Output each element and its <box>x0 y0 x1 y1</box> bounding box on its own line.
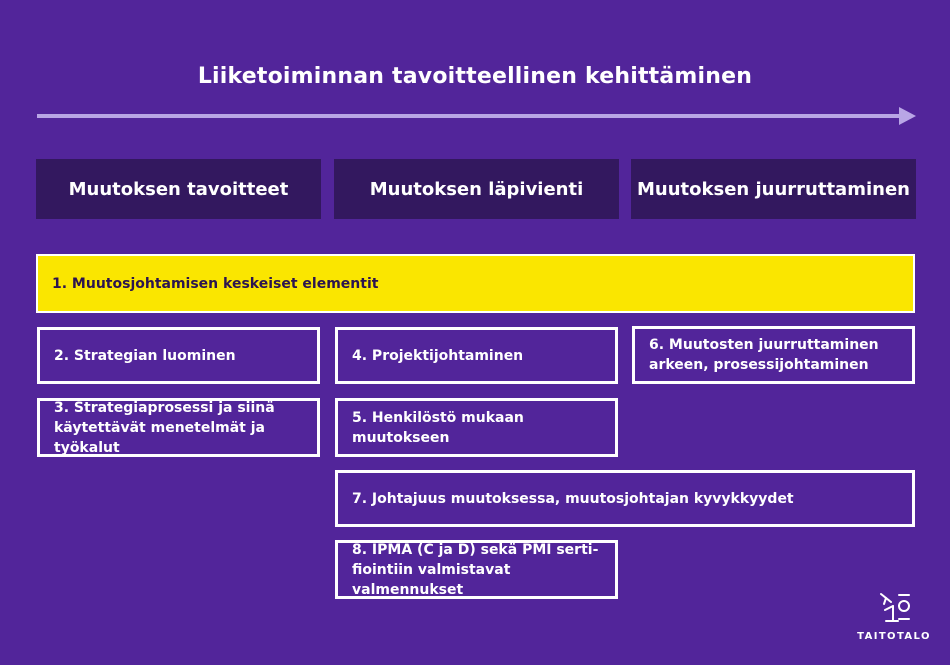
phase-header-goals: Muutoksen tavoitteet <box>36 159 321 219</box>
item-ipma-pmi-certification: 8. IPMA (C ja D) sekä PMI serti-fiointiin valmistavat valmennukset <box>335 540 618 599</box>
item-project-management: 4. Projektijohtaminen <box>335 327 618 384</box>
taitotalo-logo-text: TAITOTALO <box>857 631 931 642</box>
progress-arrow <box>37 106 917 126</box>
item-strategy-process: 3. Strategiaprosessi ja siinä käytettävät menetelmät ja työkalut <box>37 398 320 457</box>
phase-header-implementation: Muutoksen läpivienti <box>334 159 619 219</box>
diagram-title: Liiketoiminnan tavoitteellinen kehittäminen <box>197 64 753 89</box>
item-change-management-elements: 1. Muutosjohtamisen keskeiset elementit <box>36 254 915 313</box>
item-staff-engagement: 5. Henkilöstö mukaan muutokseen <box>335 398 618 457</box>
item-strategy-creation: 2. Strategian luominen <box>37 327 320 384</box>
item-leadership-in-change: 7. Johtajuus muutoksessa, muutosjohtajan kyvykkyydet <box>335 470 915 527</box>
phase-header-rooting: Muutoksen juurruttaminen <box>631 159 916 219</box>
item-rooting-process-management: 6. Muutosten juurruttaminen arkeen, prosessijohtaminen <box>632 326 915 384</box>
